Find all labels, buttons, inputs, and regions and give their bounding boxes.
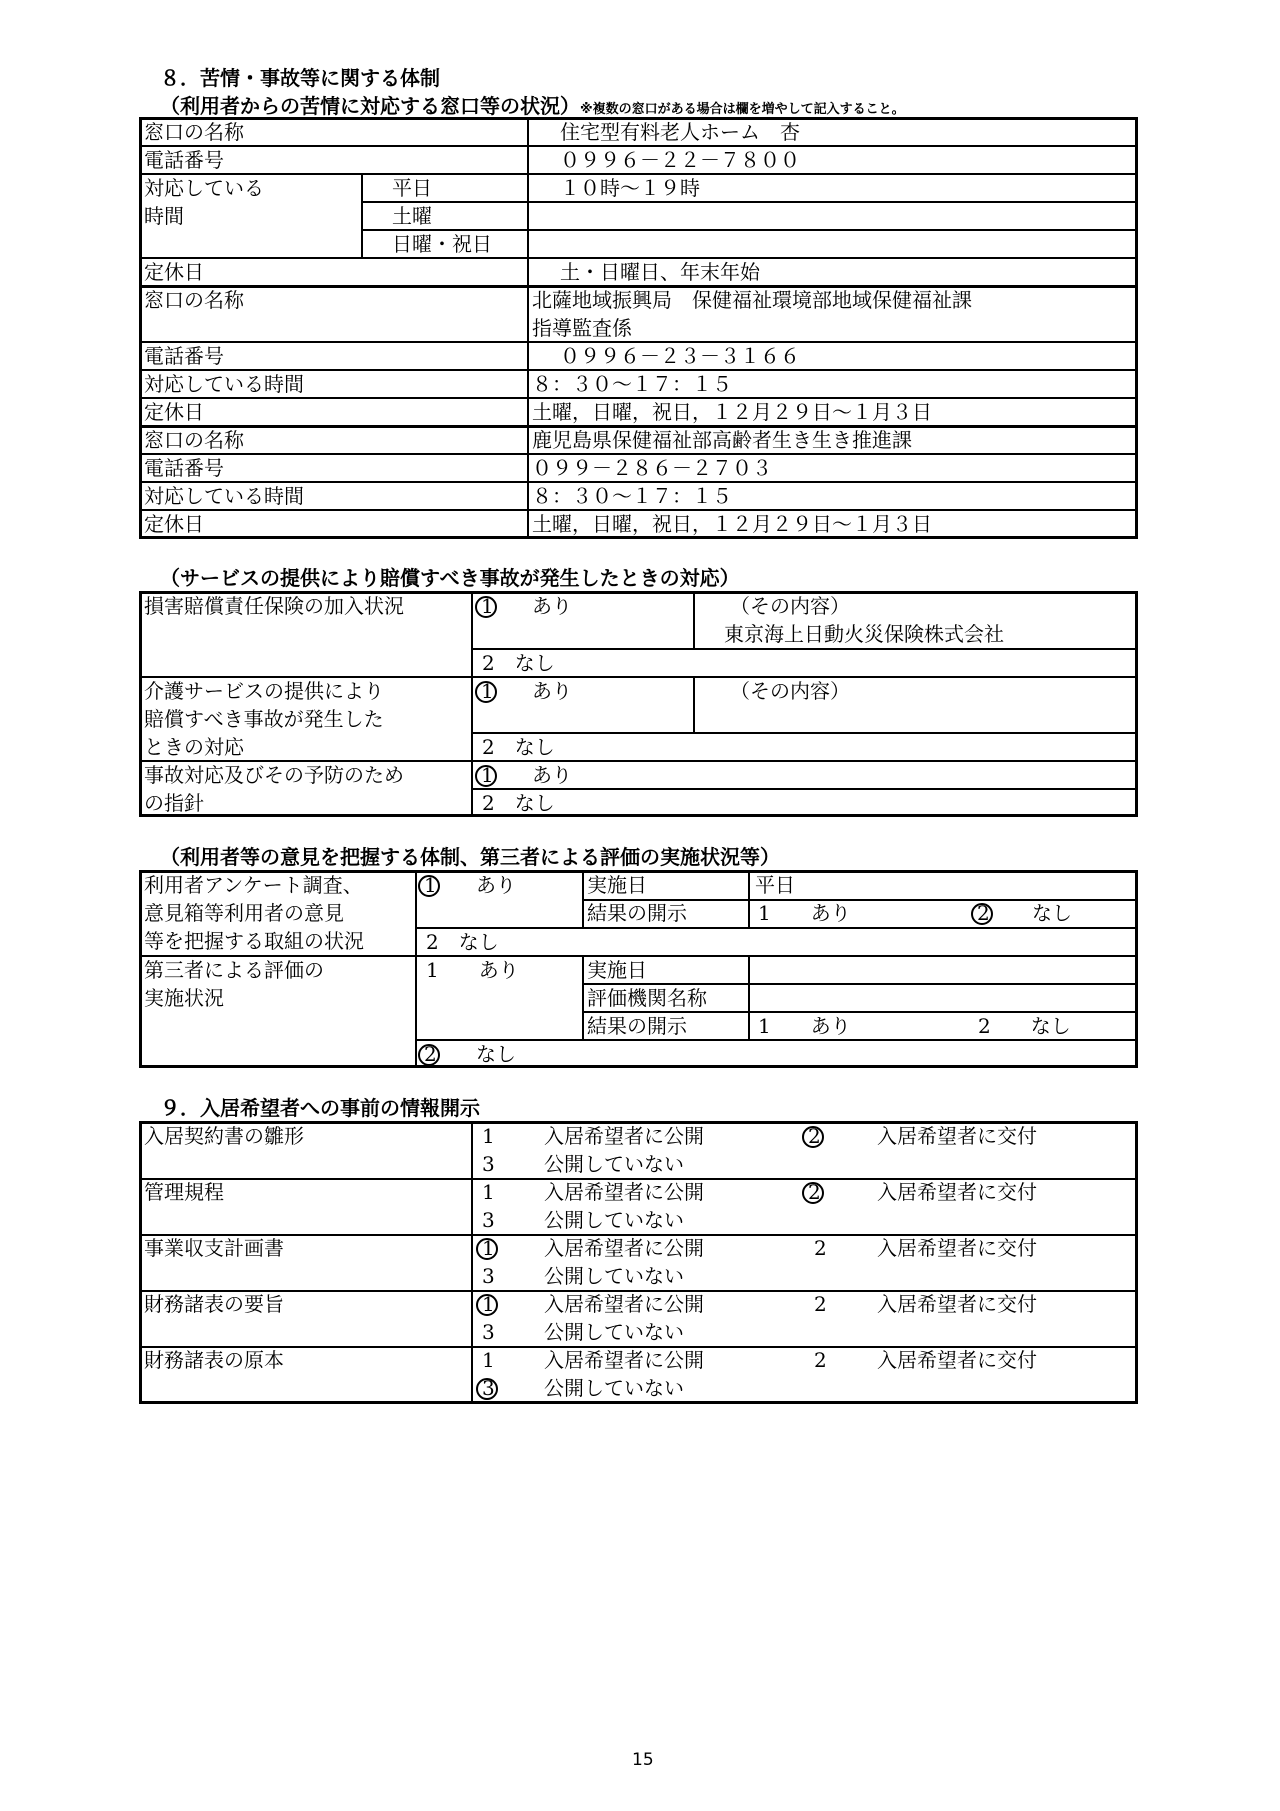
disclosure-row-label: 財務諸表の原本 — [144, 1348, 284, 1372]
prevention-no: 2 なし — [482, 791, 555, 815]
contact3-tel-label: 電話番号 — [144, 456, 224, 480]
disclosure-row-label: 事業収支計画書 — [144, 1236, 284, 1260]
document-page: ８．苦情・事故等に関する体制 （利用者からの苦情に対応する窓口等の状況）※複数の窓口がある場合は欄を増やして記入すること。 窓口の名称 住宅型有料老人ホーム 杏 電話番号 ０９９６－２２－７８００ 対応している 時間 平日 １０時～１９時 土曜 日曜・祝日 定休日 土・日曜日、年末年始 窓口の名称 北薩地域振興局 保健福祉環境部地域保健福祉課 指導監査係 電話番号 ０９９６－２３－３１６６ 対応している時間 ８：３０～１７：１５ 定休日 土曜，日曜，祝日，１２月２９日～１月３日 窓口の名称 鹿児島県保健福祉部高齢者生き生き推進課 電話番号 ０９９－２８６－２７０３ 対応している時間 ８：３０～１７：１５ 定休日 土曜，日曜，祝日，１２月２９日～１月３日 （サービスの提供により賠償すべき事故が発生したときの対応） 損害賠償責任保険の加入状況 1 あり （その内容） 東京海上日動火災保険株式会社 2 なし 介護サービスの提供により 賠償すべき事故が発生した ときの対応 1 あり （その内容） 2 なし 事故対応及びその予防のため の指針 1 あり 2 なし （利用者等の意見を把握する体制、第三者による評価の実施状況等） 利用者アンケート調査、 意見箱等利用者の意見 等を把握する取組の状況 1 あり 実施日 平日 結果の開示 1 あり 2 なし 2 なし 第三者による評価の 実施状況 1 あり 実施日 評価機関名称 結果の開示 1 あり 2 なし 2 なし ９．入居希望者への事前の情報開示 入居契約書の雛形 1 入居希望者に公開 2 入居希望者に交付 3 公開していない 管理規程 1 入居希望者に公開 2 入居希望者に交付 3 公開していない 事業収支計画書 1 入居希望者に公開 2 入居希望者に交付 3 公開していない 財務諸表の要旨 1 入居希望者に公開 2 入居希望者に交付 3 公開していない 財務諸表の原本 1 入居希望者に公開 2 入居希望者に交付 3 公開していない 15 — [0, 0, 1280, 1811]
contact2-name-label: 窓口の名称 — [144, 288, 244, 312]
contact3-closed-label: 定休日 — [144, 512, 204, 536]
contact1-tel-label: 電話番号 — [144, 148, 224, 172]
section-8-title: ８．苦情・事故等に関する体制 — [160, 66, 440, 90]
contact1-hours-label-2: 時間 — [144, 204, 184, 228]
insurance-no: 2 なし — [482, 651, 555, 675]
contact2-tel-label: 電話番号 — [144, 344, 224, 368]
impl-date: 平日 — [755, 873, 795, 897]
contact3-hours-label: 対応している時間 — [144, 484, 304, 508]
third-party-label: 第三者による評価の — [144, 958, 324, 982]
prevention-label: 事故対応及びその予防のため — [144, 763, 404, 787]
insurance-detail: 東京海上日動火災保険株式会社 — [724, 622, 1004, 646]
contact3-tel: ０９９－２８６－２７０３ — [532, 456, 772, 480]
care-accident-detail-label: （その内容） — [730, 679, 850, 703]
third-party-date-label: 実施日 — [587, 958, 647, 982]
contact1-name-label: 窓口の名称 — [144, 120, 244, 144]
survey-yes: あり — [476, 873, 516, 897]
evaluation-org-label: 評価機関名称 — [587, 986, 707, 1010]
contact3-hours: ８：３０～１７：１５ — [532, 484, 732, 508]
contact3-name: 鹿児島県保健福祉部高齢者生き生き推進課 — [532, 428, 912, 452]
insurance-yes: あり — [532, 594, 572, 618]
insurance-detail-label: （その内容） — [730, 594, 850, 618]
result-disclosure-no: なし — [1032, 901, 1072, 925]
opinion-title: （利用者等の意見を把握する体制、第三者による評価の実施状況等） — [160, 845, 780, 869]
care-accident-yes: あり — [532, 679, 572, 703]
result-disclosure-yes: 1 あり — [758, 901, 851, 925]
disclosure-row-label: 管理規程 — [144, 1180, 224, 1204]
disclosure-row-label: 入居契約書の雛形 — [144, 1124, 304, 1148]
contact2-name-2: 指導監査係 — [532, 316, 632, 340]
sunday-label: 日曜・祝日 — [392, 232, 492, 256]
weekday-label: 平日 — [392, 176, 432, 200]
contact2-hours: ８：３０～１７：１５ — [532, 372, 732, 396]
contact1-closed: 土・日曜日、年末年始 — [560, 260, 760, 284]
third-party-result-no: 2 なし — [978, 1014, 1071, 1038]
third-party-yes: 1 あり — [426, 958, 519, 982]
contact2-closed-label: 定休日 — [144, 400, 204, 424]
contact3-name-label: 窓口の名称 — [144, 428, 244, 452]
contact1-closed-label: 定休日 — [144, 260, 204, 284]
survey-no: 2 なし — [426, 930, 499, 954]
section-9-title: ９．入居希望者への事前の情報開示 — [160, 1096, 480, 1120]
section-8-subtitle: （利用者からの苦情に対応する窓口等の状況）※複数の窓口がある場合は欄を増やして記入すること。 — [160, 94, 905, 118]
impl-date-label: 実施日 — [587, 873, 647, 897]
care-accident-label: 介護サービスの提供により — [144, 679, 384, 703]
contact2-tel: ０９９６－２３－３１６６ — [560, 344, 800, 368]
third-party-result-yes: 1 あり — [758, 1014, 851, 1038]
third-party-no: なし — [476, 1042, 516, 1066]
section-8-note: ※複数の窓口がある場合は欄を増やして記入すること。 — [580, 102, 905, 117]
accident-title: （サービスの提供により賠償すべき事故が発生したときの対応） — [160, 566, 740, 590]
survey-label: 利用者アンケート調査、 — [144, 873, 363, 897]
contact1-tel: ０９９６－２２－７８００ — [560, 148, 800, 172]
contact1-name: 住宅型有料老人ホーム 杏 — [560, 120, 800, 144]
contact2-hours-label: 対応している時間 — [144, 372, 304, 396]
contact2-name: 北薩地域振興局 保健福祉環境部地域保健福祉課 — [532, 288, 972, 312]
result-disclosure-label: 結果の開示 — [587, 901, 687, 925]
contact3-closed: 土曜，日曜，祝日，１２月２９日～１月３日 — [532, 512, 932, 536]
weekday-hours: １０時～１９時 — [560, 176, 700, 200]
page-number: 15 — [632, 1750, 654, 1770]
saturday-label: 土曜 — [392, 204, 432, 228]
contact1-hours-label: 対応している — [144, 176, 264, 200]
contact2-closed: 土曜，日曜，祝日，１２月２９日～１月３日 — [532, 400, 932, 424]
care-accident-no: 2 なし — [482, 735, 555, 759]
prevention-yes: あり — [532, 763, 572, 787]
third-party-result-label: 結果の開示 — [587, 1014, 687, 1038]
disclosure-row-label: 財務諸表の要旨 — [144, 1292, 284, 1316]
insurance-label: 損害賠償責任保険の加入状況 — [144, 594, 404, 618]
